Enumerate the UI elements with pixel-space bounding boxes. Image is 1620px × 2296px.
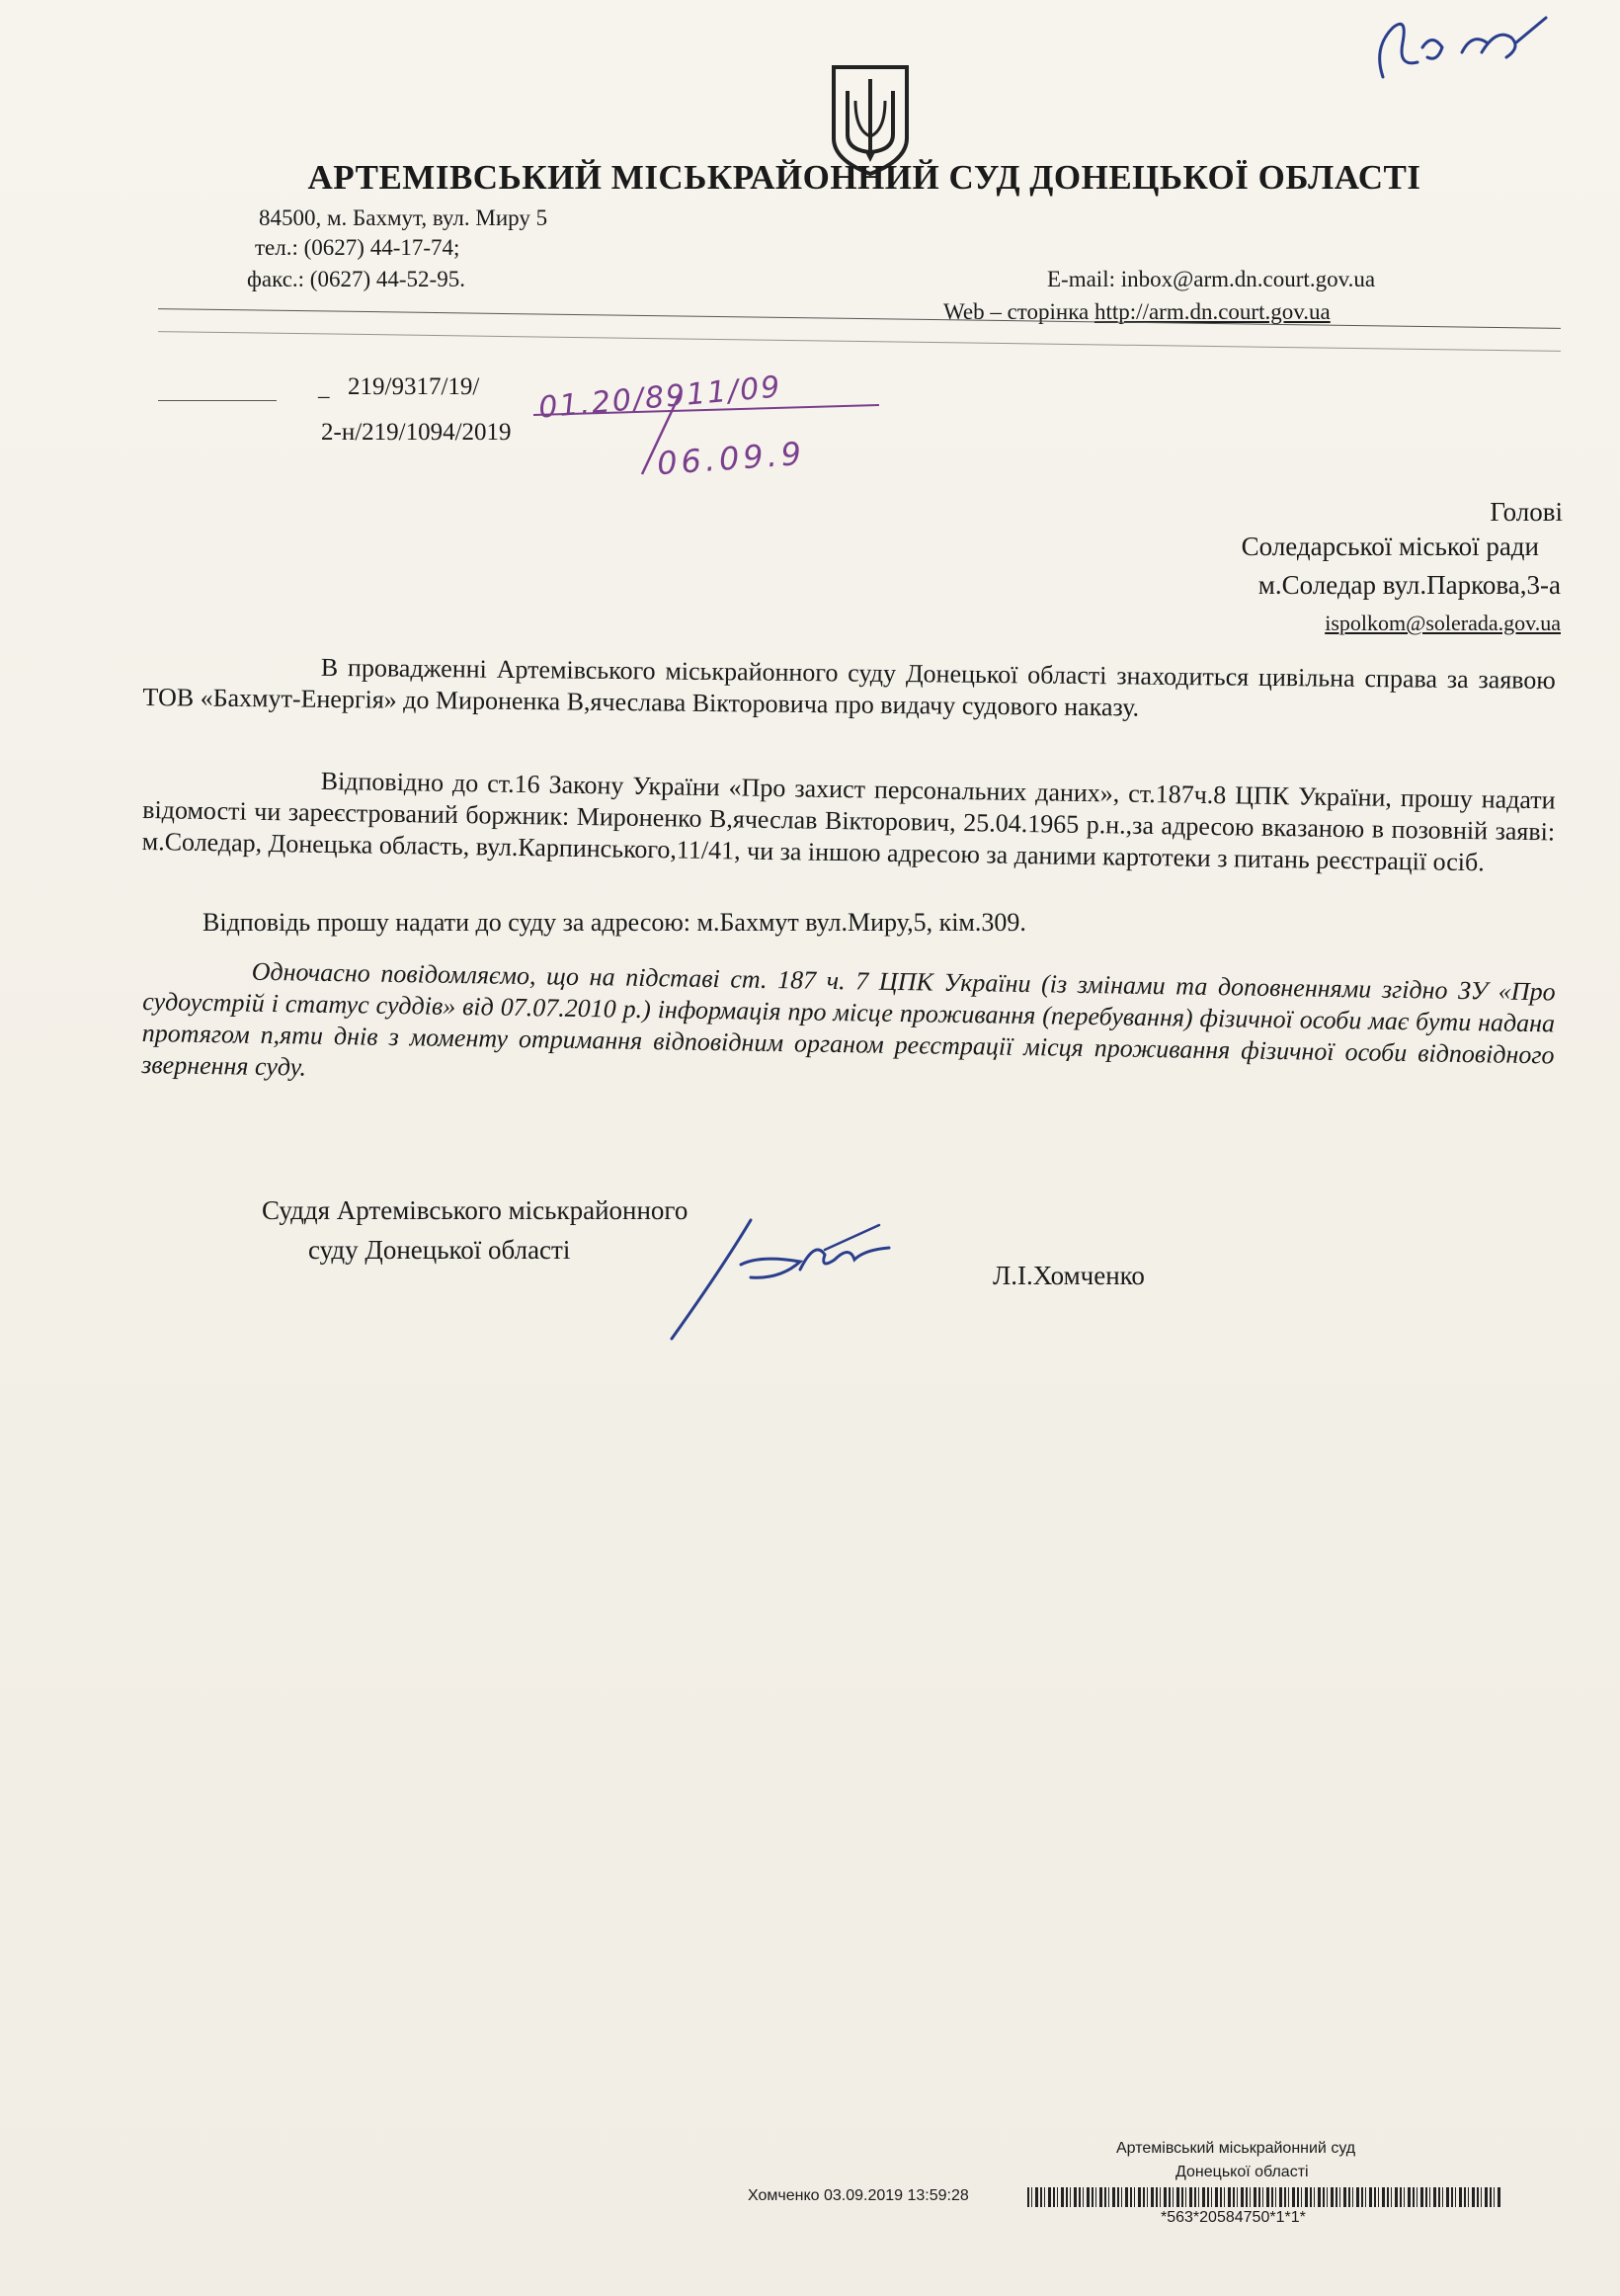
- footer-signed-by: Хомченко 03.09.2019 13:59:28: [748, 2187, 969, 2204]
- corner-handwritten-note: [1363, 8, 1561, 92]
- website-label: Web – сторінка: [943, 299, 1095, 324]
- body-paragraph-2: [141, 763, 1555, 879]
- recipient-email[interactable]: ispolkom@solerada.gov.ua: [1325, 611, 1561, 635]
- handwritten-underline: [524, 375, 899, 494]
- handwritten-reg-number: 01.20/8911/09: [536, 369, 783, 426]
- handwritten-date: 06.09.9: [655, 434, 807, 483]
- court-email: E-mail: inbox@arm.dn.court.gov.ua: [1047, 267, 1376, 291]
- header-divider: [158, 308, 1561, 329]
- court-phone: тел.: (0627) 44-17-74;: [255, 235, 460, 260]
- website-link[interactable]: http://arm.dn.court.gov.ua: [1094, 299, 1331, 324]
- footer-stamp-line1: Артемівський міськрайонний суд: [1116, 2140, 1356, 2157]
- recipient-line2: Соледарської міської ради: [1241, 532, 1539, 561]
- footer-stamp-line2: Донецької області: [1175, 2164, 1309, 2180]
- paragraph-case-info: В провадженні Артемівського міськрайонного суду Донецької області знаходиться цивільна справа за заявою ТОВ «Бахмут-Енергія» до Мироненка В,ячеслава Вікторовича про видачу судового наказу.: [142, 652, 1556, 722]
- ref-blank-line: [158, 400, 277, 401]
- ref-dash: _: [318, 375, 330, 400]
- paragraph-notice: Одночасно повідомляємо, що на підставі ст. 187 ч. 7 ЦПК України (із змінами та доповненнями згідно ЗУ «Про судоустрій і статус суддів» від 07.07.2010 р.) інформація про місце проживання (перебування) фізичної особи має бути надана протягом п,яти днів з моменту отримання відповідним органом реєстрації місця проживання фізичної особи відповідного звернення суду.: [141, 956, 1556, 1082]
- body-paragraph-3: [202, 907, 1487, 939]
- judge-title-line2: суду Донецької області: [308, 1235, 571, 1265]
- barcode-number: *563*20584750*1*1*: [1161, 2209, 1306, 2226]
- body-paragraph-4: [141, 954, 1556, 1103]
- header-divider-2: [158, 331, 1561, 352]
- body-paragraph-1: [142, 650, 1556, 728]
- paragraph-request: Відповідно до ст.16 Закону України «Про захист персональних даних», ст.187ч.8 ЦПК України, прошу надати відомості чи зареєстрований боржник: Мироненко В,ячеслав Вікторович, 25.04.1965 р.н.,за адресою вказаною в позовній заяві: м.Соледар, Донецька область, вул.Карпинського,11/41, чи за іншою адресою за даними картотеки з питань реєстрації осіб.: [141, 766, 1556, 877]
- court-fax: факс.: (0627) 44-52-95.: [247, 267, 465, 291]
- case-number: 219/9317/19/: [348, 373, 480, 400]
- court-title: АРТЕМІВСЬКИЙ МІСЬКРАЙОННИЙ СУД ДОНЕЦЬКОЇ ОБЛАСТІ: [307, 158, 1421, 197]
- judge-title-line1: Суддя Артемівського міськрайонного: [262, 1195, 688, 1225]
- judge-signature: [652, 1210, 929, 1349]
- proceeding-number: 2-н/219/1094/2019: [321, 419, 512, 446]
- court-address: 84500, м. Бахмут, вул. Миру 5: [259, 205, 548, 230]
- judge-name: Л.І.Хомченко: [993, 1261, 1145, 1290]
- document-barcode: [1027, 2187, 1501, 2207]
- recipient-line1: Голові: [1490, 497, 1563, 527]
- paragraph-response-address: Відповідь прошу надати до суду за адресою: м.Бахмут вул.Миру,5, кім.309.: [202, 908, 1026, 937]
- recipient-line3: м.Соледар вул.Паркова,3-а: [1257, 570, 1561, 600]
